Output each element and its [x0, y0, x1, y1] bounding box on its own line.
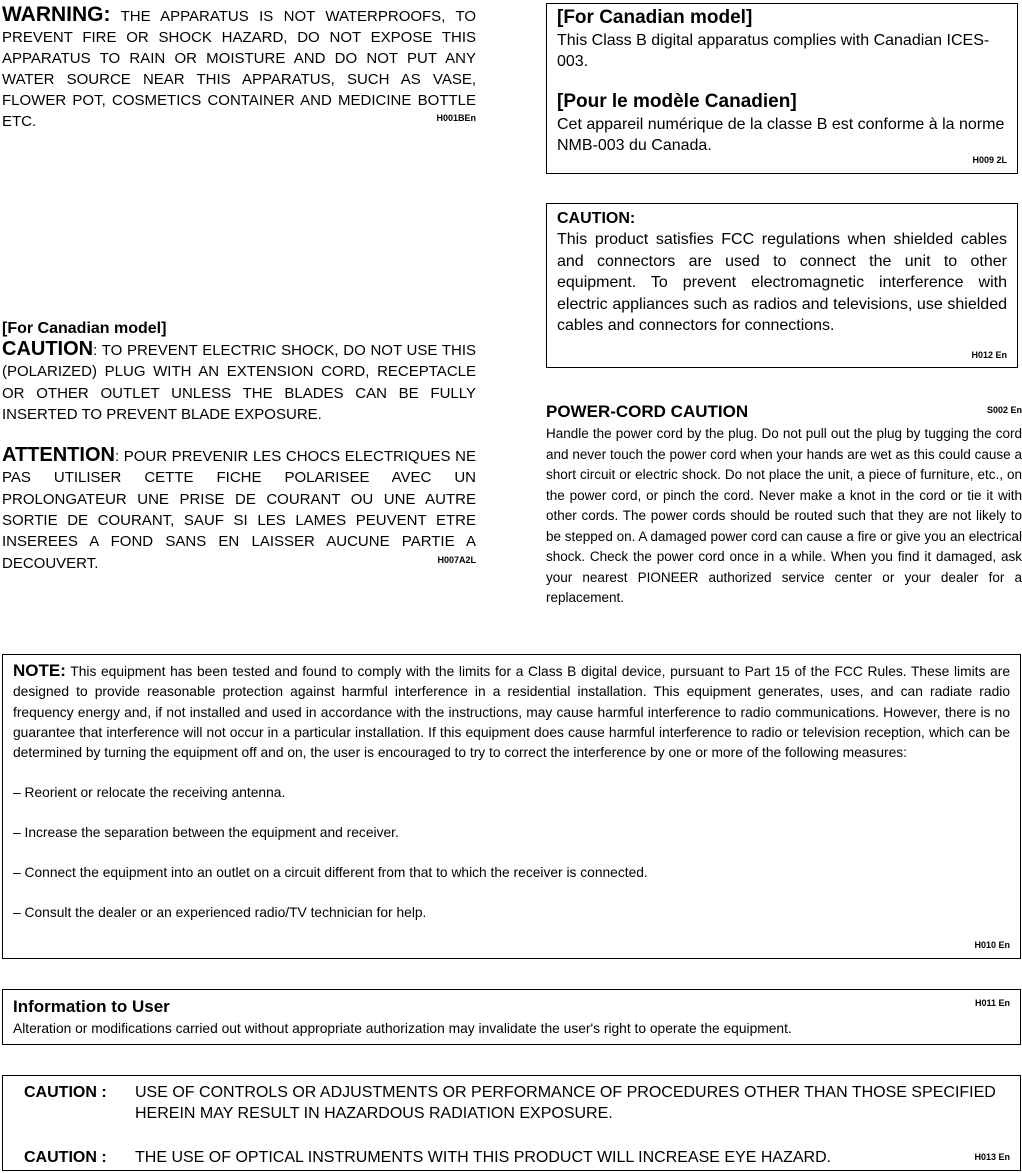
laser-caution-row	[24, 1082, 1010, 1124]
attention-paragraph	[2, 445, 476, 574]
power-cord-heading: POWER-CORD CAUTION	[546, 402, 749, 421]
warning-text: THE APPARATUS IS NOT WATERPROOFS, TO PREVENT FIRE OR SHOCK HAZARD, DO NOT EXPOSE THIS APPARATUS TO RAIN OR MOISTURE AND DO NOT PUT ANY WATER SOURCE NEAR THIS APPARATUS, SUCH AS VASE, FLOWER POT, COSMETICS CONTAINER AND MEDICINE BOTTLE ETC.	[2, 8, 476, 130]
measure-item: – Increase the separation between the equipment and receiver.	[13, 825, 399, 841]
note-code: H010 En	[974, 940, 1010, 950]
info-heading: Information to User	[13, 997, 170, 1016]
fcc-note-box	[2, 654, 1021, 959]
fcc-caution-text: This product satisfies FCC regulations when shielded cables and connectors are used to connect the unit to other equipment. To prevent electromagnetic interference with electric appliances such as radios and televisions, use shielded cables and connectors for connections.	[557, 231, 1007, 334]
laser-caution-box	[2, 1075, 1021, 1171]
power-cord-code: S002 En	[986, 405, 1022, 415]
warning-lead: WARNING:	[2, 3, 111, 26]
information-to-user-box	[2, 989, 1021, 1045]
ices-text-fr: Cet appareil numérique de la classe B est conforme à la norme NMB-003 du Canada.	[557, 116, 1005, 154]
measure-item: – Consult the dealer or an experienced radio/TV technician for help.	[13, 905, 427, 921]
laser-code: H013 En	[974, 1152, 1010, 1162]
warning-paragraph	[2, 4, 476, 132]
power-cord-caution-block	[546, 400, 1022, 609]
fcc-caution-box	[546, 203, 1018, 368]
laser-caution-text: THE USE OF OPTICAL INSTRUMENTS WITH THIS PRODUCT WILL INCREASE EYE HAZARD.	[135, 1149, 832, 1166]
warning-block	[2, 4, 476, 132]
fcc-caution-code: H012 En	[971, 350, 1007, 360]
ices-code: H009 2L	[972, 155, 1007, 165]
laser-caution-label: CAUTION :	[24, 1084, 107, 1101]
caution-paragraph	[2, 339, 476, 425]
note-lead: NOTE:	[13, 661, 66, 680]
measure-item: – Connect the equipment into an outlet on a circuit different from that to which the receiver is connected.	[13, 865, 648, 881]
ices-heading-en: [For Canadian model]	[557, 7, 753, 28]
canadian-caution-code: H007A2L	[437, 554, 476, 565]
laser-caution-text: USE OF CONTROLS OR ADJUSTMENTS OR PERFORMANCE OF PROCEDURES OTHER THAN THOSE SPECIFIED HEREIN MAY RESULT IN HAZARDOUS RADIATION EXPOSURE.	[135, 1084, 996, 1122]
attention-text: : POUR PREVENIR LES CHOCS ELECTRIQUES NE PAS UTILISER CETTE FICHE POLARISEE AVEC UN PROLONGATEUR UNE PRISE DE COURANT OU UNE AUTRE SORTIE DE COURANT, SAUF SI LES LAMES PEUVENT ETRE INSEREES A FOND SANS EN LAISSER AUCUNE PARTIE A DECOUVERT.	[2, 448, 476, 572]
info-text: Alteration or modifications carried out without appropriate authorization may invalidate the user's right to operate the equipment.	[13, 1021, 792, 1036]
laser-caution-row	[24, 1147, 1010, 1168]
note-paragraph	[13, 661, 1010, 763]
fcc-caution-heading: CAUTION:	[557, 210, 636, 227]
note-text: This equipment has been tested and found to comply with the limits for a Class B digital device, pursuant to Part 15 of the FCC Rules. These limits are designed to provide reasonable protection against harmful interference in a residential installation. This equipment generates, uses, and can radiate radio frequency energy and, if not installed and used in accordance with the instructions, may cause harmful interference to radio communications. However, there is no guarantee that interference will not occur in a particular installation. If this equipment does cause harmful interference to radio or television reception, which can be determined by turning the equipment off and on, the user is encouraged to try to correct the interference by one or more of the following measures:	[13, 664, 1010, 761]
laser-caution-label: CAUTION :	[24, 1149, 107, 1166]
info-code: H011 En	[974, 998, 1010, 1008]
measure-item: – Reorient or relocate the receiving antenna.	[13, 785, 286, 801]
canadian-plug-caution-block	[2, 319, 476, 574]
ices-compliance-box	[546, 3, 1018, 174]
caution-text: : TO PREVENT ELECTRIC SHOCK, DO NOT USE THIS (POLARIZED) PLUG WITH AN EXTENSION CORD, RECEPTACLE OR OTHER OUTLET UNLESS THE BLADES CAN BE FULLY INSERTED TO PREVENT BLADE EXPOSURE.	[2, 342, 476, 423]
warning-code: H001BEn	[436, 113, 476, 123]
ices-text-en: This Class B digital apparatus complies with Canadian ICES-003.	[557, 32, 990, 70]
attention-lead: ATTENTION	[2, 444, 115, 467]
ices-heading-fr: [Pour le modèle Canadien]	[557, 91, 797, 112]
caution-lead: CAUTION	[2, 338, 94, 360]
power-cord-text: Handle the power cord by the plug. Do not pull out the plug by tugging the cord and never touch the power cord when your hands are wet as this could cause a short circuit or electric shock. Do not place the unit, a piece of furniture, etc., on the power cord, or pinch the cord. Never make a knot in the cord or tie it with other cords. The power cords should be routed such that they are not likely to be stepped on. A damaged power cord can cause a fire or give you an electrical shock. Check the power cord once in a while. When you find it damaged, ask your nearest PIONEER authorized service center or your dealer for a replacement.	[546, 426, 1022, 605]
canadian-model-tag: [For Canadian model]	[2, 320, 167, 337]
